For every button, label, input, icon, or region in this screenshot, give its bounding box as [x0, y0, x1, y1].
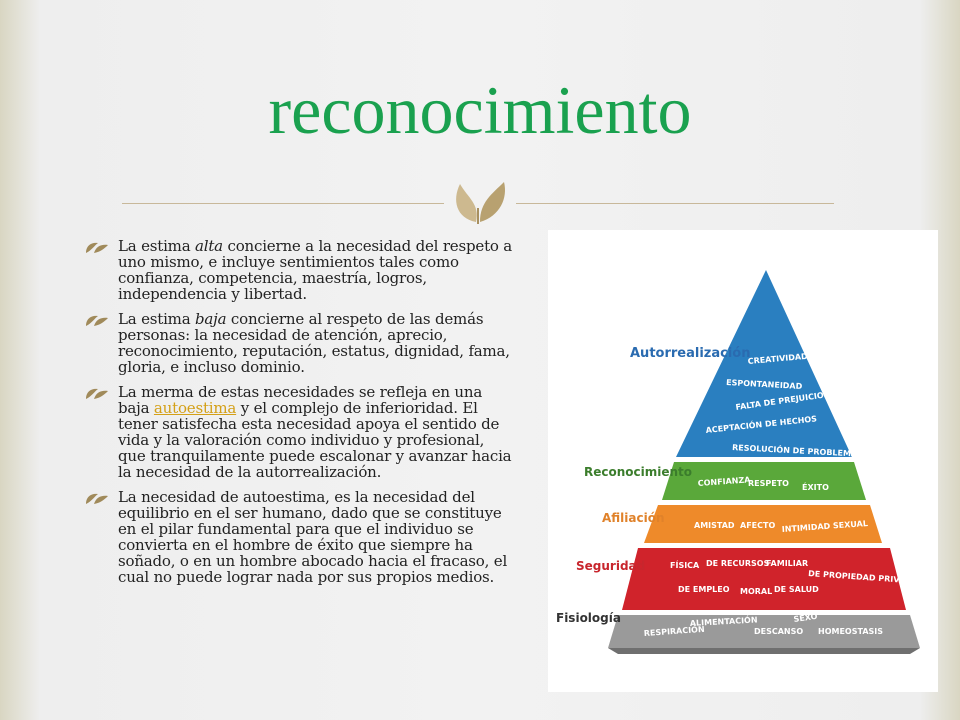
bullet-text: La necesidad de autoestima, es la necesidad del equilibrio en el ser humano, dado que se constituye en el pilar fundamental para que el individuo se convierta en el hombre de éxito que siempre ha soñado, o en un hombre abocado hacia el fracaso, el cual no puede lograr nada por sus propios medios.: [118, 488, 508, 586]
leaf-bullet-icon: [84, 387, 110, 401]
level-label-seguridad: Seguridad: [576, 559, 646, 573]
list-item: [84, 311, 514, 375]
level-label-fisiologia: Fisiología: [556, 611, 621, 625]
pyramid-item: ESPONTANEIDAD: [725, 378, 803, 391]
pyramid-item: AFECTO: [740, 521, 776, 530]
title-divider-left: [122, 203, 444, 204]
maslow-pyramid: [548, 230, 938, 692]
pyramid-item: FAMILIAR: [766, 559, 809, 568]
pyramid-item: FALTA DE PREJUICIOS: [735, 389, 830, 412]
leaf-bullet-icon: [84, 492, 110, 506]
bullet-text: La merma de estas necesidades se refleja en una baja autoestima y el complejo de inferioridad. El tener satisfecha esta necesidad apoya el sentido de vida y la valoración como individuo y profesional, que tranquilamente puede escalonar y avanzar hacia la necesidad de la autorrealización.: [118, 383, 512, 481]
pyramid-item: RESOLUCIÓN DE PROBLEMAS: [731, 443, 864, 459]
pyramid-item: ACEPTACIÓN DE HECHOS: [705, 414, 818, 435]
bullet-list: [84, 238, 514, 594]
pyramid-item: INTIMIDAD SEXUAL: [781, 519, 869, 534]
list-item: [84, 489, 514, 585]
bullet-text: La estima baja concierne al respeto de las demás personas: la necesidad de atención, aprecio, reconocimiento, reputación, estatus, dignidad, fama, gloria, e incluso dominio.: [118, 310, 510, 376]
maslow-pyramid-image: [548, 230, 938, 692]
pyramid-item: SEXO: [793, 611, 818, 624]
pyramid-item: CREATIVIDAD: [747, 351, 809, 366]
pyramid-item: MORALIDAD: [800, 323, 857, 342]
pyramid-item: DE PROPIEDAD PRIVADA: [807, 569, 919, 586]
pyramid-item: RESPETO: [748, 479, 789, 488]
pyramid-item: FÍSICA: [670, 561, 700, 570]
pyramid-item: ÉXITO: [802, 483, 829, 492]
pyramid-item: DE SALUD: [774, 585, 819, 594]
pyramid-item: AMISTAD: [694, 521, 735, 530]
level-label-afiliacion: Afiliación: [602, 511, 665, 525]
level-label-autorrealizacion: Autorrealización: [630, 346, 751, 361]
pyramid-item: DESCANSO: [754, 627, 804, 636]
pyramid-item: CONFIANZA: [697, 475, 751, 488]
slide-title: reconocimiento: [268, 72, 692, 148]
leaf-bullet-icon: [84, 241, 110, 255]
title-divider-right: [516, 203, 834, 204]
pyramid-item: DE RECURSOS: [706, 559, 770, 568]
pyramid-item: MORAL: [740, 587, 773, 596]
list-item: [84, 238, 514, 302]
autoestima-link[interactable]: autoestima: [153, 399, 237, 417]
pyramid-item: HOMEOSTASIS: [818, 627, 884, 636]
list-item: [84, 384, 514, 480]
leaf-ornament-icon: [446, 178, 514, 228]
pyramid-item: ALIMENTACIÓN: [689, 615, 758, 628]
bullet-text: La estima alta concierne a la necesidad del respeto a uno mismo, e incluye sentimientos tales como confianza, competencia, maestría, logros, independencia y libertad.: [118, 237, 513, 303]
pyramid-item: DE EMPLEO: [678, 585, 730, 594]
level-label-reconocimiento: Reconocimiento: [584, 465, 693, 479]
pyramid-item: RESPIRACIÓN: [643, 624, 705, 638]
leaf-bullet-icon: [84, 314, 110, 328]
